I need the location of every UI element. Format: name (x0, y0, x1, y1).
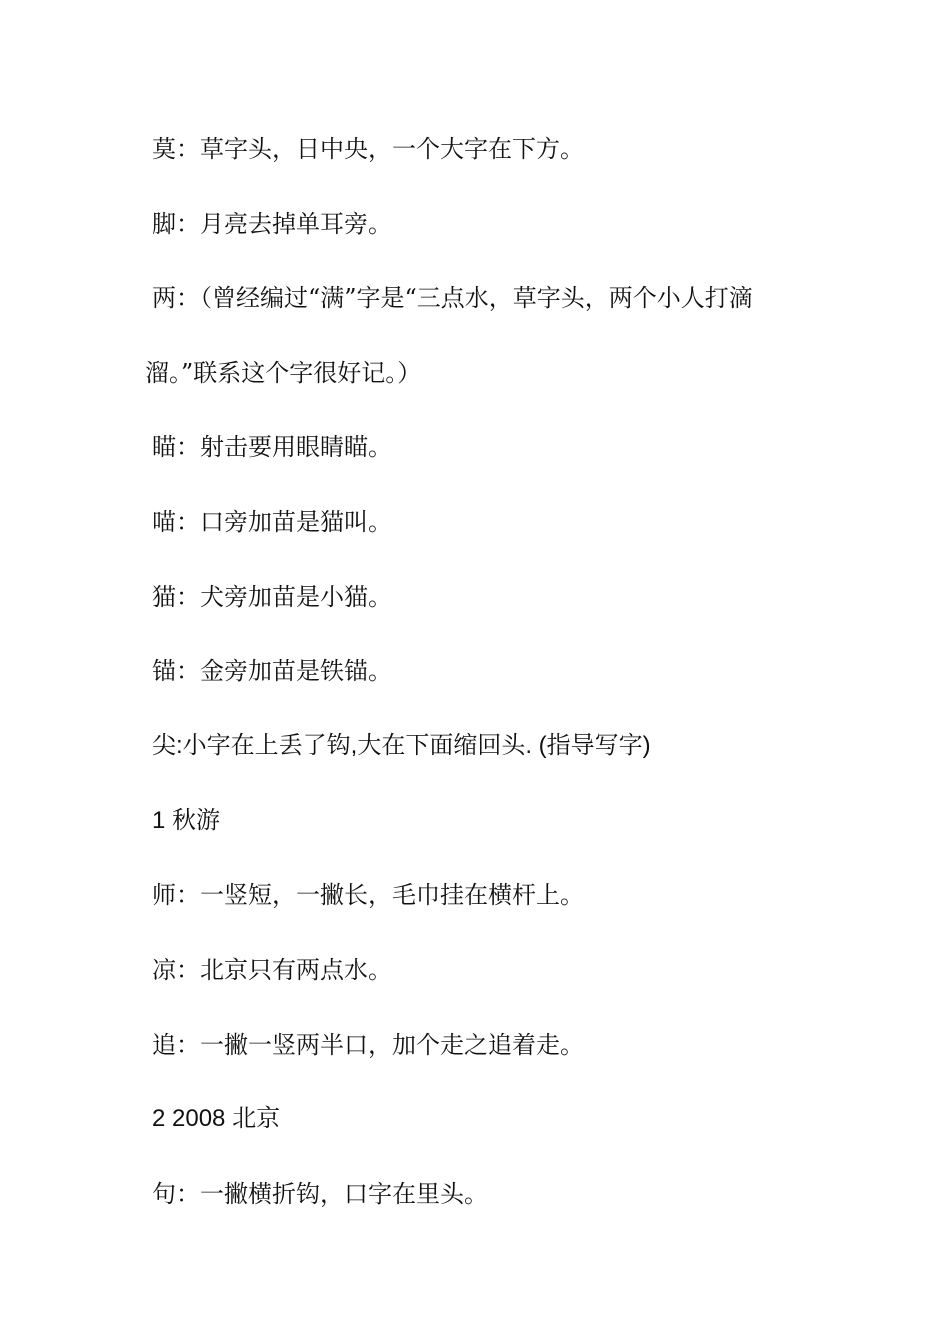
text-line: 溜。”联系这个字很好记。） (145, 359, 422, 387)
text-line: 喵：口旁加苗是猫叫。 (152, 508, 392, 536)
text-line: 尖:小字在上丢了钩,大在下面缩回头. (指导写字) (152, 732, 651, 759)
text-line: 瞄：射击要用眼睛瞄。 (152, 433, 392, 461)
text-line: 锚：金旁加苗是铁锚。 (152, 657, 392, 685)
text-line: 脚：月亮去掉单耳旁。 (152, 210, 392, 238)
text-line: 句：一撇横折钩，口字在里头。 (152, 1180, 488, 1208)
text-line: 两：（曾经编过“满”字是“三点水，草字头，两个小人打滴 (152, 284, 753, 312)
text-line: 追：一撇一竖两半口，加个走之追着走。 (152, 1031, 584, 1059)
text-line: 莫：草字头，日中央，一个大字在下方。 (152, 135, 584, 163)
section-heading: 2 2008 北京 (152, 1105, 281, 1132)
text-line: 凉：北京只有两点水。 (152, 956, 392, 984)
text-line: 猫：犬旁加苗是小猫。 (152, 583, 392, 611)
section-heading: 1 秋游 (152, 807, 221, 834)
text-line: 师：一竖短，一撇长，毛巾挂在横杆上。 (152, 881, 584, 909)
